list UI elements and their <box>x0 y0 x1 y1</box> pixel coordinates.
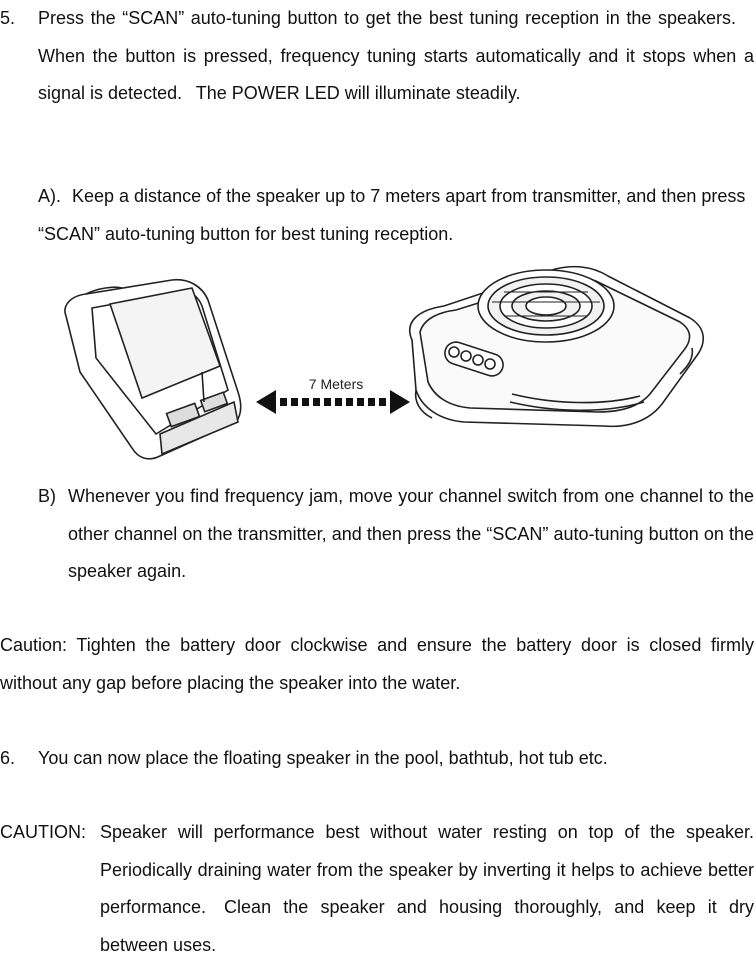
distance-label: 7 Meters <box>308 376 364 392</box>
distance-figure <box>52 262 712 466</box>
step-5a-text <box>38 178 754 253</box>
floating-speaker-illustration <box>410 267 704 427</box>
step-5b-text: Whenever you find frequency jam, move your channel switch from one channel to the other channel on the transmitter, and then press the “SCAN” auto-tuning button on the speaker again. <box>68 486 754 581</box>
step-5a-body: Keep a distance of the speaker up to 7 meters apart from transmitter, and then press “SCAN” auto-tuning button for best tuning reception. <box>38 186 746 244</box>
step-6-text: You can now place the floating speaker in the pool, bathtub, hot tub etc. <box>38 748 608 768</box>
step-6-number: 6. <box>0 748 16 768</box>
caution-performance-text: Speaker will performance best without water resting on top of the speaker. Periodically draining water from the speaker by inverting it helps to achieve better performance. Clean the speaker and housing thoroughly, and keep it dry between uses. <box>100 822 754 955</box>
step-5a-label: A). <box>38 186 62 206</box>
caution-label: CAUTION: <box>0 822 87 842</box>
caution-battery-door-text: Caution: Tighten the battery door clockwise and ensure the battery door is closed firmly without any gap before placing the speaker into the water. <box>0 635 754 693</box>
double-headed-dotted-arrow <box>256 390 410 414</box>
step-5-number: 5. <box>0 8 16 28</box>
step-5-text: Press the “SCAN” auto-tuning button to get the best tuning reception in the speakers. When the button is pressed, frequency tuning starts automatically and it stops when a signal is detected. The POWER LED will illuminate steadily. <box>38 8 754 103</box>
transmitter-device-illustration <box>65 280 241 459</box>
step-5b-label: B) <box>38 486 56 506</box>
